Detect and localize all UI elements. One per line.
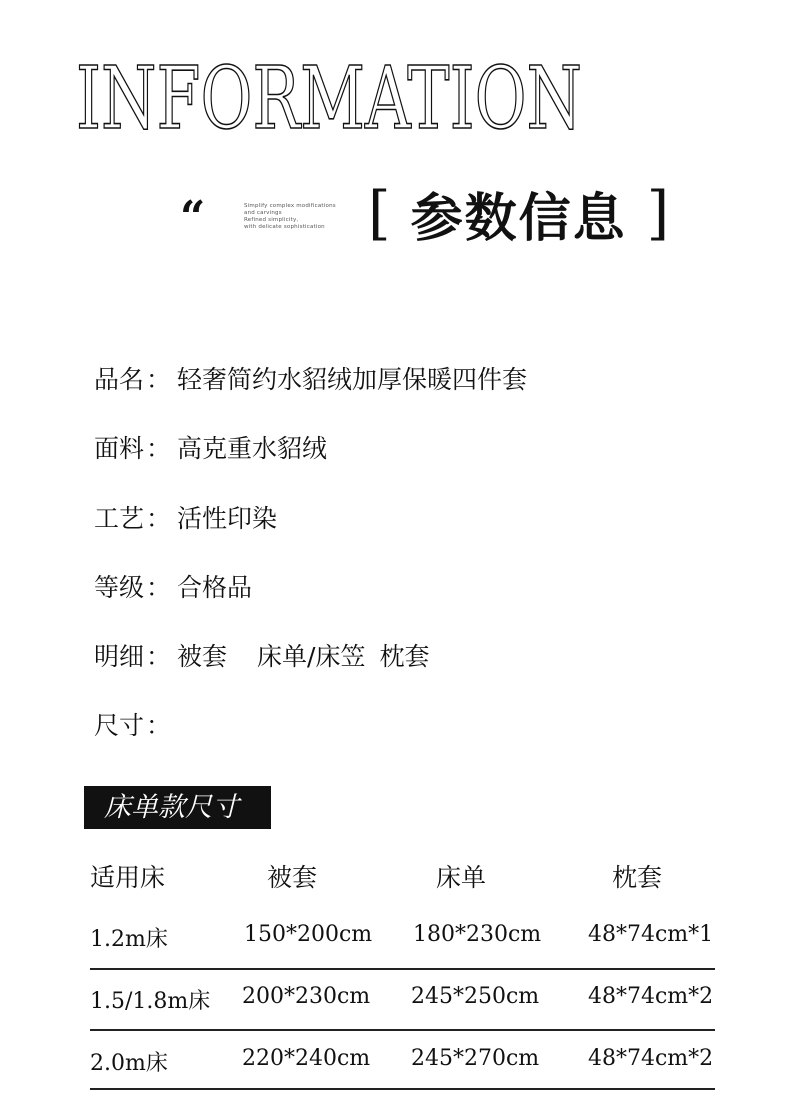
info-row-product xyxy=(94,360,527,400)
information-title-text: INFORMATION xyxy=(76,49,582,149)
info-value: 活性印染 xyxy=(177,504,278,533)
info-row-craft xyxy=(94,499,277,539)
table-cell: 1.5/1.8m床 xyxy=(90,989,211,1014)
info-label: 工艺 xyxy=(94,504,145,533)
table-header: 枕套 xyxy=(612,863,663,892)
left-bracket: [ xyxy=(368,179,391,247)
table-header: 被套 xyxy=(267,863,318,892)
info-colon: ： xyxy=(146,504,172,533)
info-colon: ： xyxy=(146,642,172,671)
info-colon: ： xyxy=(146,711,172,740)
tagline xyxy=(244,203,336,231)
information-title xyxy=(76,49,586,149)
table-cell: 2.0m床 xyxy=(90,1051,168,1076)
info-label: 明细 xyxy=(94,642,145,671)
quote-mark: “ xyxy=(180,192,206,243)
row-divider xyxy=(90,1088,715,1090)
info-row-grade xyxy=(94,568,252,608)
info-label: 等级 xyxy=(94,573,145,602)
table-cell: 220*240cm xyxy=(242,1046,371,1071)
table-cell: 48*74cm*2 xyxy=(588,984,714,1009)
info-value: 合格品 xyxy=(177,573,253,602)
table-cell: 180*230cm xyxy=(413,922,542,947)
tagline-line: and carvings xyxy=(244,210,282,216)
table-header: 床单 xyxy=(436,863,487,892)
info-row-details xyxy=(94,637,430,677)
info-colon: ： xyxy=(146,573,172,602)
table-cell: 48*74cm*1 xyxy=(588,922,714,947)
table-cell: 245*270cm xyxy=(411,1046,540,1071)
row-divider xyxy=(90,968,715,970)
table-cell: 200*230cm xyxy=(242,984,371,1009)
table-cell: 48*74cm*2 xyxy=(588,1046,714,1071)
info-label: 品名 xyxy=(94,365,145,394)
table-header: 适用床 xyxy=(90,863,166,892)
tagline-line: with delicate sophistication xyxy=(244,224,325,230)
section-title: 参数信息 xyxy=(410,188,627,249)
tagline-line: Simplify complex modifications xyxy=(244,203,336,209)
info-colon: ： xyxy=(146,434,172,463)
info-label: 面料 xyxy=(94,434,145,463)
detail-item: 枕套 xyxy=(379,642,430,671)
right-bracket: ] xyxy=(646,179,670,247)
info-row-size xyxy=(94,706,177,746)
info-row-fabric xyxy=(94,429,327,469)
row-divider xyxy=(90,1029,715,1031)
table-cell: 150*200cm xyxy=(244,922,373,947)
detail-item: 被套 xyxy=(177,642,228,671)
info-colon: ： xyxy=(146,365,172,394)
info-label: 尺寸 xyxy=(94,711,145,740)
size-tag: 床单款尺寸 xyxy=(84,786,271,829)
table-cell: 1.2m床 xyxy=(90,927,168,952)
section-heading xyxy=(368,178,669,248)
info-value: 高克重水貂绒 xyxy=(177,434,328,463)
info-value: 轻奢简约水貂绒加厚保暖四件套 xyxy=(177,365,528,394)
table-cell: 245*250cm xyxy=(411,984,540,1009)
detail-item: 床单/床笠 xyxy=(257,642,366,671)
tagline-line: Refined simplicity, xyxy=(244,217,299,223)
